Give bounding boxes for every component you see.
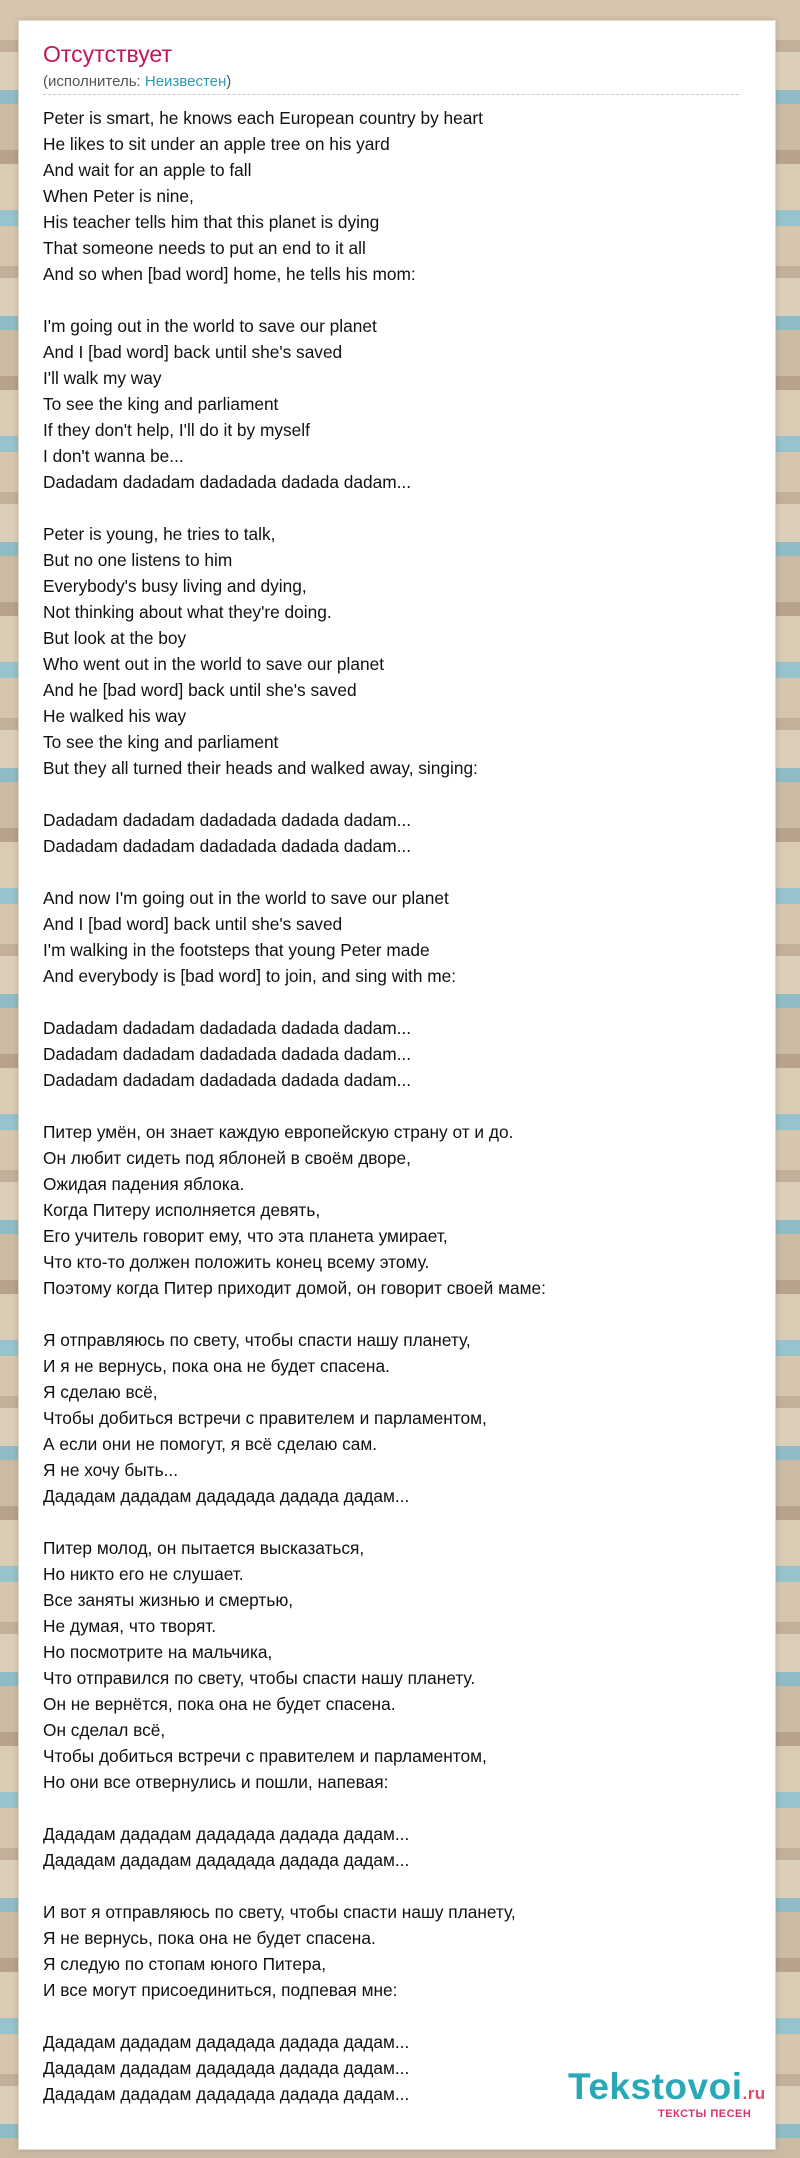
lyric-line: Я не хочу быть... — [43, 1460, 179, 1480]
stanza-break — [43, 1509, 755, 1535]
lyric-line: Дададам дададам дададада дадада дадам... — [43, 2058, 410, 2078]
lyric-line: Чтобы добиться встречи с правителем и парламентом, — [43, 1746, 487, 1766]
lyric-line: Dadadam dadadam dadadada dadada dadam... — [43, 472, 411, 492]
lyric-line: Not thinking about what they're doing. — [43, 602, 332, 622]
performer-suffix: ) — [226, 73, 232, 90]
lyric-line: Но никто его не слушает. — [43, 1564, 244, 1584]
lyric-line: Питер умён, он знает каждую европейскую страну от и до. — [43, 1122, 514, 1142]
lyric-line: Я не вернусь, пока она не будет спасена. — [43, 1928, 376, 1948]
lyric-line: Он не вернётся, пока она не будет спасена. — [43, 1694, 396, 1714]
lyric-line: А если они не помогут, я всё сделаю сам. — [43, 1434, 378, 1454]
title-divider — [43, 94, 739, 95]
lyric-line: I'm going out in the world to save our planet — [43, 316, 377, 336]
stanza-break — [43, 1795, 755, 1821]
lyric-line: If they don't help, I'll do it by myself — [43, 420, 310, 440]
lyric-line: Dadadam dadadam dadadada dadada dadam... — [43, 1018, 411, 1038]
lyrics-card — [18, 20, 776, 2150]
lyric-line: His teacher tells him that this planet is dying — [43, 212, 380, 232]
lyric-line: Дададам дададам дададада дадада дадам... — [43, 2084, 410, 2104]
lyric-line: Dadadam dadadam dadadada dadada dadam... — [43, 1044, 411, 1064]
performer-link[interactable]: Неизвестен — [144, 73, 227, 90]
lyrics-text — [43, 105, 755, 2107]
lyric-line: To see the king and parliament — [43, 732, 279, 752]
lyric-line: Дададам дададам дададада дадада дадам... — [43, 2032, 410, 2052]
lyric-line: Ожидая падения яблока. — [43, 1174, 245, 1194]
stanza-break — [43, 1301, 755, 1327]
stanza-break — [43, 1093, 755, 1119]
lyric-line: Peter is young, he tries to talk, — [43, 524, 276, 544]
performer-line — [43, 73, 231, 90]
lyric-line: Я следую по стопам юного Питера, — [43, 1954, 326, 1974]
lyric-line: But they all turned their heads and walked away, singing: — [43, 758, 478, 778]
logo-suffix: .ru — [742, 2084, 766, 2103]
lyric-line: And everybody is [bad word] to join, and sing with me: — [43, 966, 457, 986]
stanza-break — [43, 2003, 755, 2029]
lyric-line: And now I'm going out in the world to save our planet — [43, 888, 449, 908]
lyric-line: Peter is smart, he knows each European country by heart — [43, 108, 483, 128]
lyric-line: He likes to sit under an apple tree on his yard — [43, 134, 390, 154]
stanza-break — [43, 859, 755, 885]
stanza-break — [43, 781, 755, 807]
lyric-line: When Peter is nine, — [43, 186, 194, 206]
lyric-line: Dadadam dadadam dadadada dadada dadam... — [43, 836, 411, 856]
lyric-line: Дададам дададам дададада дадада дадам... — [43, 1486, 410, 1506]
logo-wordmark — [568, 2066, 766, 2108]
logo-name: Tekstovoi — [568, 2066, 743, 2107]
lyric-line: Не думая, что творят. — [43, 1616, 217, 1636]
lyric-line: Чтобы добиться встречи с правителем и парламентом, — [43, 1408, 487, 1428]
lyric-line: I don't wanna be... — [43, 446, 184, 466]
lyric-line: Everybody's busy living and dying, — [43, 576, 307, 596]
lyric-line: Но посмотрите на мальчика, — [43, 1642, 273, 1662]
song-title: Отсутствует — [43, 41, 172, 67]
lyric-line: Но они все отвернулись и пошли, напевая: — [43, 1772, 389, 1792]
lyric-line: Его учитель говорит ему, что эта планета умирает, — [43, 1226, 448, 1246]
lyric-line: И я не вернусь, пока она не будет спасена. — [43, 1356, 390, 1376]
tekstovoi-logo[interactable] — [548, 2066, 766, 2126]
lyric-line: And I [bad word] back until she's saved — [43, 342, 343, 362]
lyric-line: Питер молод, он пытается высказаться, — [43, 1538, 365, 1558]
lyric-line: And I [bad word] back until she's saved — [43, 914, 343, 934]
lyric-line: Я отправляюсь по свету, чтобы спасти нашу планету, — [43, 1330, 471, 1350]
lyric-line: Who went out in the world to save our planet — [43, 654, 385, 674]
logo-tagline: ТЕКСТЫ ПЕСЕН — [658, 2108, 752, 2120]
lyric-line: And so when [bad word] home, he tells his mom: — [43, 264, 416, 284]
stanza-break — [43, 495, 755, 521]
lyric-line: I'll walk my way — [43, 368, 162, 388]
lyric-line: And wait for an apple to fall — [43, 160, 252, 180]
lyric-line: И все могут присоединиться, подпевая мне: — [43, 1980, 398, 2000]
lyric-line: Он любит сидеть под яблоней в своём дворе, — [43, 1148, 411, 1168]
stanza-break — [43, 1873, 755, 1899]
lyric-line: Что кто-то должен положить конец всему этому. — [43, 1252, 430, 1272]
lyric-line: Dadadam dadadam dadadada dadada dadam... — [43, 1070, 411, 1090]
lyric-line: Дададам дададам дададада дадада дадам... — [43, 1824, 410, 1844]
lyric-line: Поэтому когда Питер приходит домой, он говорит своей маме: — [43, 1278, 546, 1298]
performer-prefix: (исполнитель: — [43, 73, 145, 90]
stanza-break — [43, 287, 755, 313]
lyric-line: He walked his way — [43, 706, 187, 726]
stanza-break — [43, 989, 755, 1015]
lyric-line: Когда Питеру исполняется девять, — [43, 1200, 321, 1220]
lyric-line: И вот я отправляюсь по свету, чтобы спасти нашу планету, — [43, 1902, 516, 1922]
lyric-line: And he [bad word] back until she's saved — [43, 680, 357, 700]
lyric-line: Я сделаю всё, — [43, 1382, 158, 1402]
lyric-line: Дададам дададам дададада дадада дадам... — [43, 1850, 410, 1870]
lyric-line: Все заняты жизнью и смертью, — [43, 1590, 294, 1610]
lyric-line: But no one listens to him — [43, 550, 233, 570]
lyric-line: Dadadam dadadam dadadada dadada dadam... — [43, 810, 411, 830]
lyric-line: To see the king and parliament — [43, 394, 279, 414]
lyric-line: But look at the boy — [43, 628, 187, 648]
lyric-line: Что отправился по свету, чтобы спасти нашу планету. — [43, 1668, 476, 1688]
lyric-line: That someone needs to put an end to it all — [43, 238, 366, 258]
lyric-line: Он сделал всё, — [43, 1720, 166, 1740]
lyric-line: I'm walking in the footsteps that young Peter made — [43, 940, 430, 960]
